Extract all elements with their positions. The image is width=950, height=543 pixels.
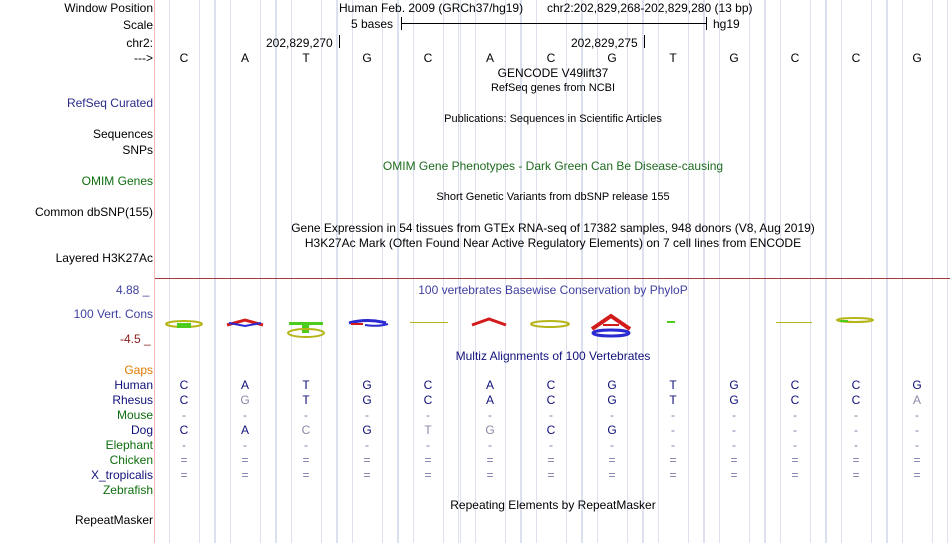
alignment-base: T — [669, 393, 677, 407]
sequence-base: G — [362, 51, 372, 65]
scale-label: Scale — [122, 18, 153, 32]
alignment-base: A — [240, 423, 249, 437]
phylop-max: 4.88 _ — [116, 283, 150, 297]
alignment-base: = — [730, 453, 738, 467]
coord-270: 202,829,270 — [266, 36, 333, 50]
alignment-base: = — [608, 468, 616, 482]
alignment-base: = — [241, 468, 249, 482]
logo-g-4 — [349, 321, 388, 326]
alignment-base: = — [302, 468, 310, 482]
coord-275: 202,829,275 — [571, 36, 638, 50]
omim-track-desc: OMIM Gene Phenotypes - Dark Green Can Be Disease-causing — [382, 159, 724, 173]
alignment-base: - — [671, 423, 675, 437]
alignment-base: - — [243, 438, 247, 452]
h3k27ac-label[interactable]: Layered H3K27Ac — [55, 251, 153, 265]
alignment-base: = — [547, 453, 555, 467]
logo-c-5 — [410, 322, 448, 323]
position-readout: chr2:202,829,268-202,829,280 (13 bp) — [547, 1, 753, 15]
alignment-base: T — [424, 423, 432, 437]
species-label[interactable]: Elephant — [105, 438, 153, 452]
omim-label[interactable]: OMIM Genes — [81, 174, 153, 188]
h3k27ac-track-desc: H3K27Ac Mark (Often Found Near Active Regulatory Elements) on 7 cell lines from ENCODE — [304, 236, 802, 250]
label-divider — [154, 0, 155, 543]
alignment-base: = — [913, 453, 921, 467]
refseq-label[interactable]: RefSeq Curated — [66, 96, 153, 110]
alignment-base: = — [363, 453, 371, 467]
gencode-track-title[interactable]: GENCODE V49lift37 — [497, 66, 609, 80]
alignment-base: C — [423, 393, 433, 407]
alignment-base: = — [180, 468, 188, 482]
alignment-base: C — [179, 378, 189, 392]
dbsnp-track-desc: Short Genetic Variants from dbSNP release 155 — [436, 191, 670, 203]
scale-value: 5 bases — [351, 17, 394, 31]
alignment-base: - — [732, 438, 736, 452]
alignment-base: - — [915, 438, 919, 452]
alignment-base: G — [362, 393, 372, 407]
alignment-base: C — [790, 393, 800, 407]
db-name: hg19 — [713, 17, 740, 31]
phylop-logo — [156, 312, 950, 342]
alignment-base: = — [363, 468, 371, 482]
alignment-base: = — [913, 468, 921, 482]
sequence-base: A — [485, 51, 494, 65]
alignment-base: - — [854, 423, 858, 437]
snps-label[interactable]: SNPs — [122, 143, 153, 157]
alignment-base: = — [852, 468, 860, 482]
logo-c-11 — [776, 322, 812, 323]
alignment-base: C — [179, 423, 189, 437]
species-label[interactable]: Mouse — [116, 408, 153, 422]
logo-a-2 — [227, 320, 263, 326]
sequences-label[interactable]: Sequences — [92, 127, 153, 141]
alignment-base: A — [912, 393, 921, 407]
alignment-base: = — [852, 453, 860, 467]
alignment-base: T — [302, 378, 310, 392]
repeatmasker-track-desc: Repeating Elements by RepeatMasker — [450, 498, 656, 512]
alignment-base: G — [729, 378, 739, 392]
phylop-min: -4.5 _ — [120, 332, 151, 346]
alignment-base: G — [607, 423, 617, 437]
alignment-base: G — [729, 393, 739, 407]
strand-label: ---> — [134, 51, 153, 65]
alignment-base: = — [791, 468, 799, 482]
alignment-base: - — [182, 408, 186, 422]
alignment-base: - — [549, 408, 553, 422]
alignment-base: - — [671, 408, 675, 422]
alignment-base: C — [546, 423, 556, 437]
alignment-base: - — [793, 423, 797, 437]
refseq-track-desc: RefSeq genes from NCBI — [490, 82, 616, 94]
alignment-base: A — [485, 393, 494, 407]
alignment-base: C — [423, 378, 433, 392]
logo-t-3 — [288, 322, 324, 337]
alignment-base: = — [241, 453, 249, 467]
species-label[interactable]: Rhesus — [112, 393, 153, 407]
alignment-base: = — [730, 468, 738, 482]
alignment-base: = — [424, 453, 432, 467]
alignment-base: = — [669, 453, 677, 467]
species-label[interactable]: Gaps — [124, 363, 153, 377]
alignment-base: = — [608, 453, 616, 467]
alignment-base: - — [610, 438, 614, 452]
alignment-base: G — [240, 393, 250, 407]
alignment-base: = — [424, 468, 432, 482]
alignment-base: - — [426, 408, 430, 422]
sequence-base: C — [423, 51, 433, 65]
alignment-base: - — [182, 438, 186, 452]
pubs-track-desc: Publications: Sequences in Scientific Articles — [444, 113, 662, 125]
multiz-track-desc: Multiz Alignments of 100 Vertebrates — [455, 349, 651, 363]
species-label[interactable]: Dog — [130, 423, 153, 437]
alignment-base: - — [488, 438, 492, 452]
alignment-base: - — [243, 408, 247, 422]
alignment-base: G — [607, 378, 617, 392]
assembly-title: Human Feb. 2009 (GRCh37/hg19) — [339, 1, 524, 15]
alignment-base: = — [486, 453, 494, 467]
alignment-base: T — [669, 378, 677, 392]
alignment-base: G — [362, 423, 372, 437]
sequence-base: A — [240, 51, 249, 65]
species-label[interactable]: Zebrafish — [102, 483, 153, 497]
cons-label[interactable]: 100 Vert. Cons — [73, 307, 153, 321]
alignment-base: = — [486, 468, 494, 482]
coord-275-tick — [644, 35, 645, 48]
sequence-base: G — [729, 51, 739, 65]
sequence-base: C — [179, 51, 189, 65]
alignment-base: - — [915, 423, 919, 437]
alignment-base: A — [240, 378, 249, 392]
alignment-base: - — [854, 438, 858, 452]
sequence-base: G — [912, 51, 922, 65]
sequence-base: G — [607, 51, 617, 65]
logo-c-7 — [531, 321, 569, 327]
alignment-base: - — [854, 408, 858, 422]
alignment-base: - — [426, 438, 430, 452]
logo-a-6 — [472, 319, 506, 325]
alignment-base: G — [362, 378, 372, 392]
gtex-track-desc: Gene Expression in 54 tissues from GTEx RNA-seq of 17382 samples, 948 donors (V8, Aug 2019) — [291, 221, 815, 235]
alignment-base: - — [915, 408, 919, 422]
sequence-base: C — [790, 51, 800, 65]
logo-a-8 — [592, 316, 630, 336]
species-label[interactable]: X_tropicalis — [90, 468, 153, 482]
alignment-base: C — [790, 378, 800, 392]
alignment-base: = — [669, 468, 677, 482]
alignment-base: - — [549, 438, 553, 452]
alignment-base: - — [671, 438, 675, 452]
scale-bar — [401, 23, 706, 24]
alignment-base: = — [791, 453, 799, 467]
alignment-base: - — [304, 438, 308, 452]
alignment-base: - — [304, 408, 308, 422]
alignment-base: G — [912, 378, 922, 392]
scale-bar-right-tick — [706, 17, 707, 30]
species-label[interactable]: Human — [114, 378, 153, 392]
alignment-base: C — [546, 393, 556, 407]
alignment-base: A — [485, 378, 494, 392]
alignment-base: = — [302, 453, 310, 467]
alignment-base: C — [851, 378, 861, 392]
alignment-base: - — [365, 408, 369, 422]
alignment-base: - — [488, 408, 492, 422]
alignment-base: - — [732, 423, 736, 437]
sequence-base: T — [669, 51, 677, 65]
logo-c-1 — [166, 321, 202, 328]
alignment-base: - — [793, 438, 797, 452]
chrom-label: chr2: — [126, 36, 153, 50]
alignment-base: C — [851, 393, 861, 407]
alignment-base: G — [485, 423, 495, 437]
species-label[interactable]: Chicken — [109, 453, 153, 467]
track-divider — [155, 278, 950, 279]
sequence-base: C — [851, 51, 861, 65]
alignment-base: C — [179, 393, 189, 407]
alignment-base: C — [546, 378, 556, 392]
alignment-base: - — [610, 408, 614, 422]
alignment-base: T — [302, 393, 310, 407]
alignment-base: - — [793, 408, 797, 422]
alignment-base: = — [547, 468, 555, 482]
alignment-base: = — [180, 453, 188, 467]
logo-t-9 — [667, 321, 675, 323]
alignment-base: - — [732, 408, 736, 422]
phylop-track-desc: 100 vertebrates Basewise Conservation by PhyloP — [418, 283, 688, 297]
sequence-base: T — [302, 51, 310, 65]
sequence-base: C — [546, 51, 556, 65]
logo-c-12 — [837, 318, 873, 322]
window-position-label: Window Position — [64, 1, 153, 15]
repeatmasker-label[interactable]: RepeatMasker — [74, 513, 153, 527]
alignment-base: G — [607, 393, 617, 407]
dbsnp-label[interactable]: Common dbSNP(155) — [34, 205, 153, 219]
alignment-base: C — [301, 423, 311, 437]
alignment-base: - — [365, 438, 369, 452]
coord-270-tick — [339, 35, 340, 48]
